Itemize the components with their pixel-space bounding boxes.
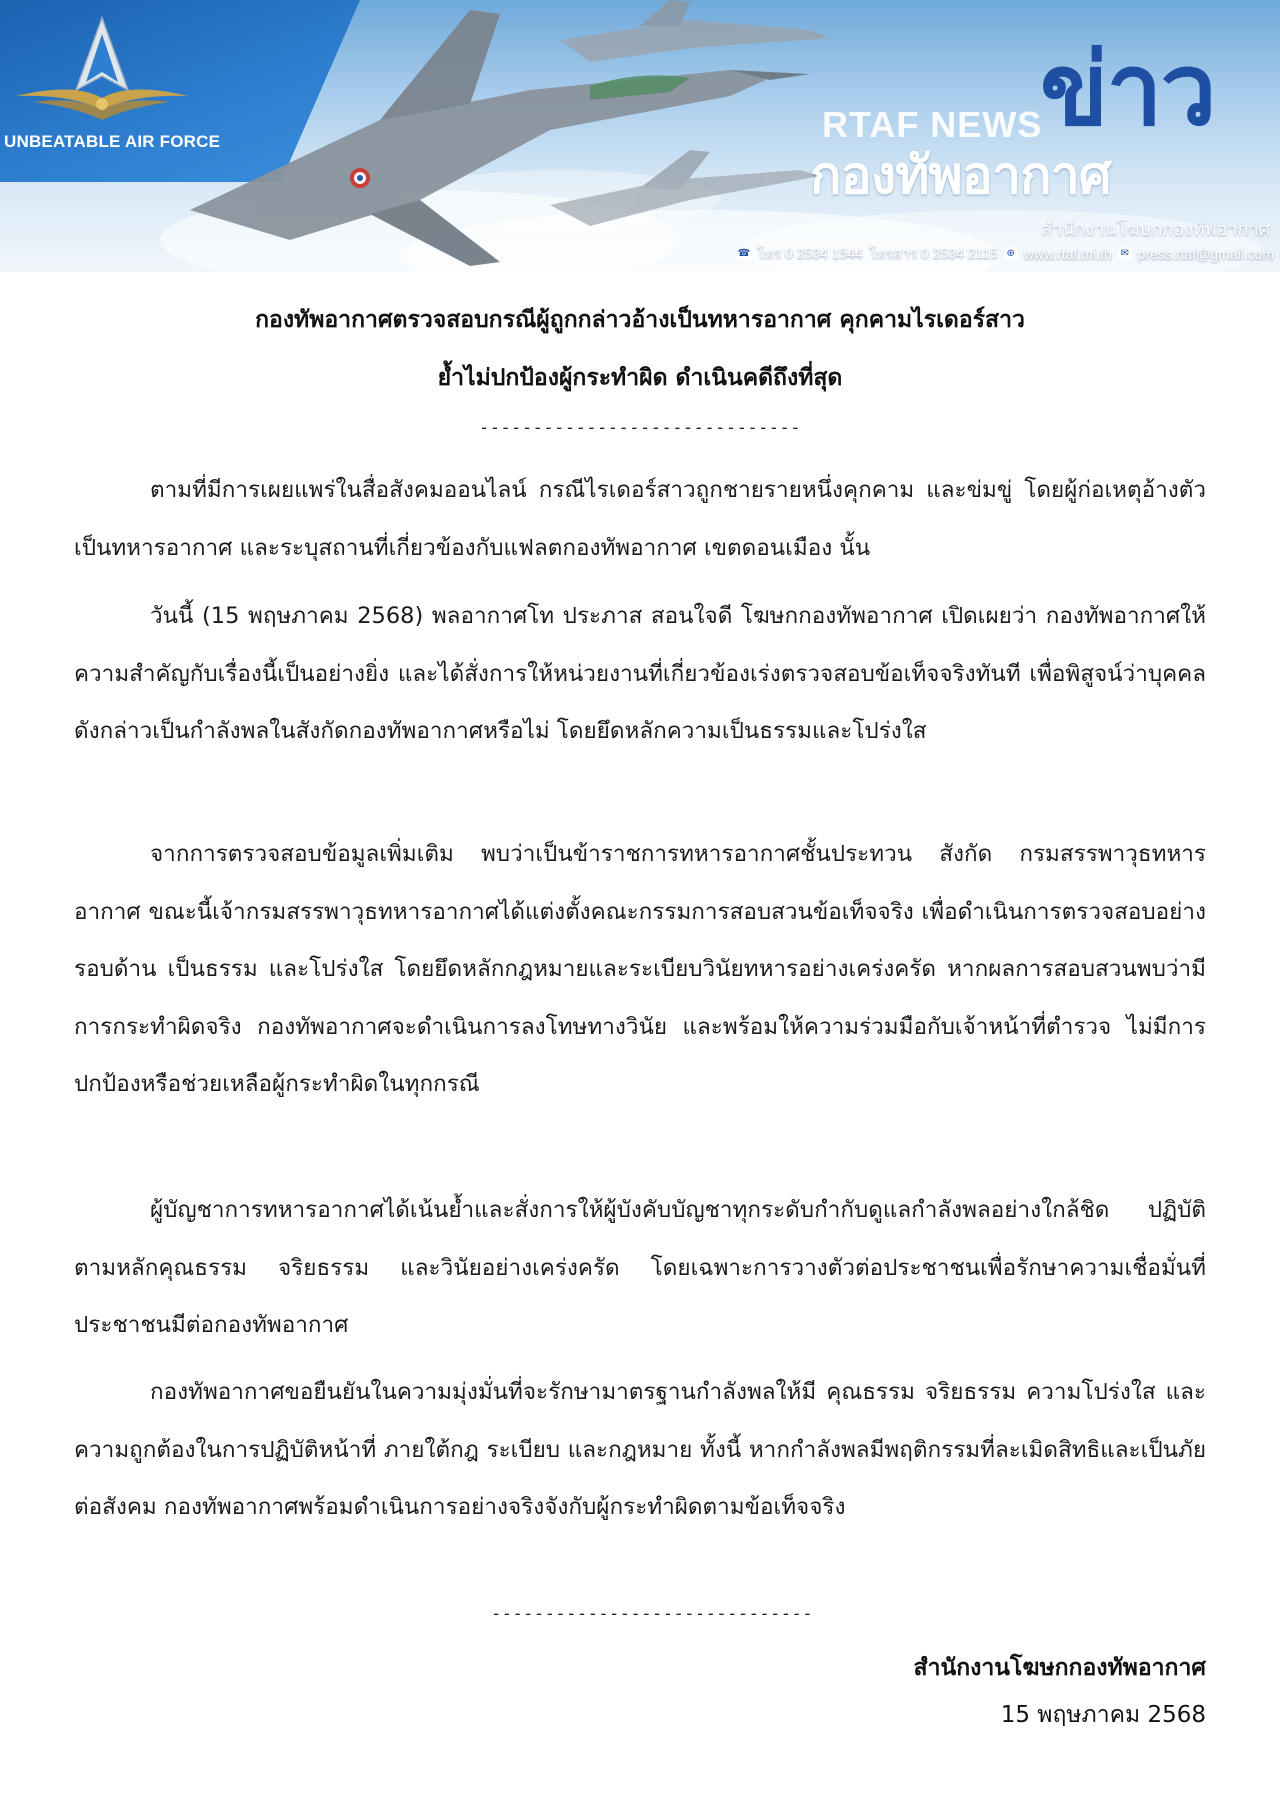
signature-office: สำนักงานโฆษกกองทัพอากาศ: [913, 1655, 1206, 1681]
fax-number: โทรสาร 0 2534 2115: [868, 245, 998, 261]
air-force-motto: UNBEATABLE AIR FORCE: [4, 132, 221, 151]
air-force-wings-logo: [14, 12, 194, 132]
headline-separator: ------------------------------: [478, 418, 802, 438]
phone-number: โทร 0 2534 1544: [756, 245, 863, 261]
news-banner: [0, 0, 1280, 272]
paragraph-3: จากการตรวจสอบข้อมูลเพิ่มเติม พบว่าเป็นข้าราชการทหารอากาศชั้นประทวน สังกัด กรมสรรพาวุธทหารอากาศ ขณะนี้เจ้ากรมสรรพาวุธทหารอากาศได้แต่งตั้งคณะกรรมการสอบสวนข้อเท็จจริง เพื่อดำเนินการตรวจสอบอย่างรอบด้าน เป็นธรรม และโปร่งใส โดยยึดหลักกฎหมายและระเบียบวินัยทหารอย่างเคร่งครัด หากผลการสอบสวนพบว่ามีการกระทำผิดจริง กองทัพอากาศจะดำเนินการลงโทษทางวินัย และพร้อมให้ความร่วมมือกับเจ้าหน้าที่ตำรวจ ไม่มีการปกป้องหรือช่วยเหลือผู้กระทำผิดในทุกกรณี: [74, 841, 1206, 1097]
news-title-thai: ข่าว: [1040, 31, 1215, 148]
rtaf-news-label: RTAF NEWS: [822, 104, 1043, 145]
paragraph-2: วันนี้ (15 พฤษภาคม 2568) พลอากาศโท ประภาส สอนใจดี โฆษกกองทัพอากาศ เปิดเผยว่า กองทัพอากาศให้ความสำคัญกับเรื่องนี้เป็นอย่างยิ่ง และได้สั่งการให้หน่วยงานที่เกี่ยวข้องเร่งตรวจสอบข้อเท็จจริงทันที เพื่อพิสูจน์ว่าบุคคลดังกล่าวเป็นกำลังพลในสังกัดกองทัพอากาศหรือไม่ โดยยึดหลักความเป็นธรรมและโปร่งใส: [74, 603, 1206, 744]
spokesperson-office: สำนักงานโฆษกกองทัพอากาศ: [1041, 219, 1270, 240]
headline-line-2: ย้ำไม่ปกป้องผู้กระทำผิด ดำเนินคดีถึงที่สุด: [437, 365, 843, 391]
phone-icon: ☎: [737, 248, 751, 259]
headline-line-1: กองทัพอากาศตรวจสอบกรณีผู้ถูกกล่าวอ้างเป็นทหารอากาศ คุกคามไรเดอร์สาว: [255, 307, 1025, 333]
website-link[interactable]: www.rtaf.mi.th: [1023, 246, 1112, 262]
paragraph-4: ผู้บัญชาการทหารอากาศได้เน้นย้ำและสั่งการให้ผู้บังคับบัญชาทุกระดับกำกับดูแลกำลังพลอย่างใกล้ชิด ปฏิบัติตามหลักคุณธรรม จริยธรรม และวินัยอย่างเคร่งครัด โดยเฉพาะการวางตัวต่อประชาชนเพื่อรักษาความเชื่อมั่นที่ประชาชนมีต่อกองทัพอากาศ: [74, 1197, 1206, 1338]
release-date: 15 พฤษภาคม 2568: [1000, 1702, 1206, 1728]
footer-separator: ------------------------------: [490, 1604, 814, 1624]
air-force-name-thai: กองทัพอากาศ: [810, 146, 1111, 206]
fighter-jets-image: [170, 0, 870, 272]
email-icon: ✉: [1118, 247, 1132, 261]
globe-icon: ⊕: [1004, 247, 1018, 261]
contact-bar: [737, 244, 1274, 264]
paragraph-1: ตามที่มีการเผยแพร่ในสื่อสังคมออนไลน์ กรณีไรเดอร์สาวถูกชายรายหนึ่งคุกคาม และข่มขู่ โดยผู้ก่อเหตุอ้างตัวเป็นทหารอากาศ และระบุสถานที่เกี่ยวข้องกับแฟลตกองทัพอากาศ เขตดอนเมือง นั้น: [74, 477, 1206, 561]
email-link[interactable]: press.rtaf@gmail.com: [1137, 246, 1274, 262]
paragraph-5: กองทัพอากาศขอยืนยันในความมุ่งมั่นที่จะรักษามาตรฐานกำลังพลให้มี คุณธรรม จริยธรรม ความโปร่งใส และความถูกต้องในการปฏิบัติหน้าที่ ภายใต้กฎ ระเบียบ และกฎหมาย ทั้งนี้ หากกำลังพลมีพฤติกรรมที่ละเมิดสิทธิและเป็นภัยต่อสังคม กองทัพอากาศพร้อมดำเนินการอย่างจริงจังกับผู้กระทำผิดตามข้อเท็จจริง: [74, 1379, 1206, 1520]
